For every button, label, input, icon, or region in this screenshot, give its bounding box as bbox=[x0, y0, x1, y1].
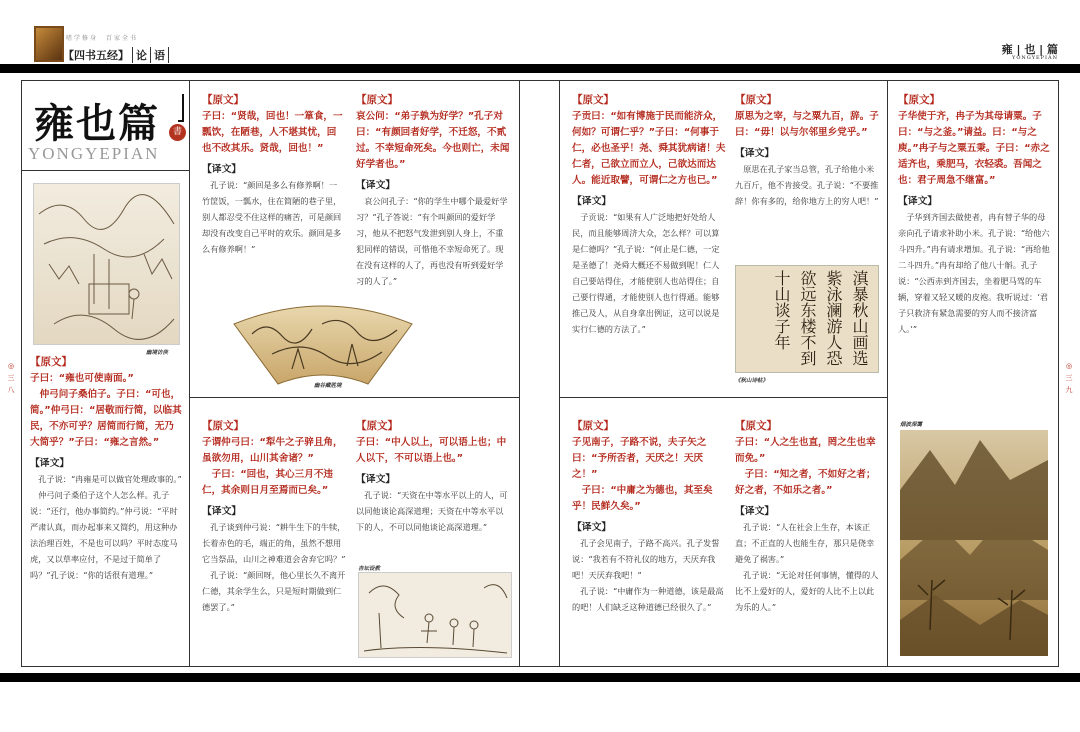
page-number-right: ◎ 三 九 bbox=[1065, 362, 1073, 394]
orig-text: 子华使于齐，冉子为其母请粟。子曰：“与之釜。”请益。曰：“与之庾。”冉子与之粟五秉。子曰：“赤之适齐也，乘肥马，衣轻裘。吾闻之也：君子周急不继富。” bbox=[898, 111, 1050, 186]
header-tagline: 嗜学修身 百家全书 bbox=[66, 35, 139, 42]
trans-label: 【译文】 bbox=[356, 180, 396, 191]
orig-label: 【原文】 bbox=[202, 94, 244, 106]
section-3 bbox=[356, 92, 510, 289]
orig-text: 子曰：“中人以上，可以语上也；中人以下，不可以语上也。” bbox=[356, 437, 507, 464]
right-mid-rule bbox=[559, 397, 887, 398]
trans-text: 孔子说：“颜回是多么有修养啊！一竹筐饭，一瓢水，住在简陋的巷子里，别人都忍受不住这样的痛苦，可是颜回却没有改变自己平时的欢乐。颜回是多么有修养啊！” bbox=[202, 180, 342, 254]
caption-mountain: 烟波深霭 bbox=[900, 422, 923, 428]
section-4 bbox=[202, 418, 346, 615]
orig-text: 哀公问：“弟子孰为好学？”孔子对曰：“有颜回者好学，不迁怒，不贰过。不幸短命死矣。今也则亡，未闻好学者也。” bbox=[356, 111, 510, 170]
trans-text: 孔子说：“天资在中等水平以上的人，可以同他谈论高深道理；天资在中等水平以下的人，不可以同他谈论高深道理。” bbox=[356, 490, 508, 532]
trans-text: 哀公问孔子：“你的学生中哪个最爱好学习？”孔子答说：“有个叫颜回的爱好学习，他从不把怒气发泄到别人身上，不重犯同样的错误，可惜他不幸短命死了。现在没有这样的人了，再也没有听到爱好学习的人了。” bbox=[356, 196, 508, 286]
series-label: 【四书五经】 bbox=[60, 47, 133, 63]
header-chapter-title: 雍 | 也 | 篇 bbox=[1001, 43, 1058, 56]
orig-label: 【原文】 bbox=[898, 94, 940, 106]
calligraphy-text: 滇暴秋山画选 紫泳澜游人恐 欲远东楼不到 十山谈子年 bbox=[772, 270, 869, 366]
header-category bbox=[60, 47, 169, 63]
section-7 bbox=[735, 92, 879, 209]
orig-label: 【原文】 bbox=[735, 94, 777, 106]
orig-text: 子曰：“贤哉，回也！一箪食，一瓢饮，在陋巷，人不堪其忧，回也不改其乐。贤哉，回也！” bbox=[202, 111, 343, 154]
book-part-2: 语 bbox=[151, 47, 169, 63]
section-5 bbox=[356, 418, 510, 535]
section-2 bbox=[202, 92, 344, 257]
mountain-painting bbox=[900, 430, 1048, 656]
bottom-rule bbox=[0, 673, 1080, 682]
header-chapter-roman: YONGYEPIAN bbox=[1012, 55, 1058, 61]
top-rule bbox=[0, 64, 1080, 73]
trans-label: 【译文】 bbox=[898, 196, 938, 207]
orig-text: 子曰：“人之生也直，罔之生也幸而免。” 子曰：“知之者，不如好之者；好之者，不如乐之者。” bbox=[735, 437, 876, 496]
trans-label: 【译文】 bbox=[30, 458, 70, 469]
orig-label: 【原文】 bbox=[572, 420, 614, 432]
calligraphy-scroll bbox=[735, 265, 879, 373]
trans-text: 孔子谈到仲弓说：“耕牛生下的牛犊，长着赤色的毛，端正的角，虽然不想用它当祭品，山川之神难道会舍弃它吗？” 孔子说：“颜回呀，他心里长久不离开仁德，其余学生么，只是短时期做到仁德罢了。” bbox=[202, 522, 346, 612]
trans-text: 原思在孔子家当总管，孔子给他小米九百斤，他不肯接受。孔子说：“不要推辞！你有多的，给你地方上的穷人吧！” bbox=[735, 164, 879, 206]
orig-label: 【原文】 bbox=[30, 356, 72, 368]
trans-text: 子贡说：“如果有人广泛地把好处给人民，而且能够周济大众，怎么样？可以算是仁德吗？”孔子说：“何止是仁德，一定是圣德了！尧舜大概还不易做到呢！仁人自己要站得住，才能使别人也站得住；自己要行得通，才能使别人也行得通。能够推己及人，从自身拿出例证，这可以说是实行仁德的方法了。” bbox=[572, 212, 720, 334]
section-9 bbox=[572, 418, 726, 615]
caption-xingtan: 杏坛设教 bbox=[358, 566, 381, 572]
orig-text: 子谓仲弓曰：“犁牛之子骍且角，虽欲勿用，山川其舍诸？” 子曰：“回也，其心三月不违仁，其余则日月至焉而已矣。” bbox=[202, 437, 343, 496]
section-1 bbox=[30, 354, 182, 583]
orig-label: 【原文】 bbox=[735, 420, 777, 432]
divider-4 bbox=[887, 80, 888, 667]
spine-divider-right bbox=[559, 80, 560, 667]
trans-text: 孔子说：“冉雍是可以做官处理政事的。” 仲弓问子桑伯子这个人怎么样。孔子说：“还行，他办事简约。”仲弓说：“平时严肃认真，而办起事来又简约，用这种办法治理百姓，不是也可以吗？平时态度马虎，又以草率应付，不是过于简单了吗？”孔子说：“你的话很有道理。” bbox=[30, 474, 182, 580]
orig-label: 【原文】 bbox=[572, 94, 614, 106]
trans-label: 【译文】 bbox=[735, 148, 775, 159]
orig-label: 【原文】 bbox=[356, 420, 398, 432]
divider-1 bbox=[189, 80, 190, 667]
chapter-title: 雍也篇 bbox=[34, 100, 160, 147]
title-rule bbox=[21, 170, 189, 171]
caption-fan: 幽谷藏胜境 bbox=[314, 383, 342, 389]
trans-label: 【译文】 bbox=[356, 474, 396, 485]
trans-label: 【译文】 bbox=[572, 196, 612, 207]
orig-text: 原思为之宰，与之粟九百，辞。子曰：“毋！以与尔邻里乡党乎。” bbox=[735, 111, 879, 138]
chapter-title-roman: YONGYEPIAN bbox=[28, 144, 160, 163]
section-6 bbox=[572, 92, 726, 337]
page-number-left: ◎ 三 八 bbox=[7, 362, 15, 394]
fan-painting bbox=[232, 294, 414, 386]
trans-label: 【译文】 bbox=[202, 506, 242, 517]
caption-youjing: 幽境访侠 bbox=[146, 350, 169, 356]
trans-text: 子华到齐国去做使者，冉有替子华的母亲向孔子请求补助小米。孔子说：“给他六斗四升。”冉有请求增加。孔子说：“再给他二斗四升。”冉有却给了他八十斛。孔子说：“公西赤到齐国去，坐着肥马驾的车辆，穿着又轻又暖的皮袍。我听说过：‘君子只救济有紧急需要的穷人而不接济富人。’” bbox=[898, 212, 1050, 334]
section-10 bbox=[735, 418, 879, 615]
orig-label: 【原文】 bbox=[202, 420, 244, 432]
youjing-painting bbox=[33, 183, 180, 345]
trans-label: 【译文】 bbox=[735, 506, 775, 517]
caption-calligraphy: 《秋山诗帖》 bbox=[735, 378, 769, 384]
xingtan-painting bbox=[358, 572, 512, 658]
title-seal: 書 bbox=[169, 124, 186, 141]
orig-text: 子贡曰：“如有博施于民而能济众，何如？可谓仁乎？”子曰：“何事于仁，必也圣乎！尧、舜其犹病诸！夫仁者，己欲立而立人，己欲达而达人。能近取譬，可谓仁之方也已。” bbox=[572, 111, 726, 186]
book-part-1: 论 bbox=[133, 47, 151, 63]
trans-label: 【译文】 bbox=[202, 164, 242, 175]
left-mid-rule bbox=[189, 397, 519, 398]
orig-text: 子曰：“雍也可使南面。” 仲弓问子桑伯子。子曰：“可也，简。”仲弓曰：“居敬而行简，以临其民，不亦可乎？居简而行简，无乃大简乎？”子曰：“雍之言然。” bbox=[30, 373, 182, 448]
orig-text: 子见南子，子路不说，夫子矢之曰：“予所否者，天厌之！天厌之！” 子曰：“中庸之为德也，其至矣乎！民鲜久矣。” bbox=[572, 437, 713, 512]
orig-label: 【原文】 bbox=[356, 94, 398, 106]
trans-text: 孔子会见南子，子路不高兴。孔子发誓说：“我若有不符礼仪的地方，天厌弃我吧！天厌弃我吧！” 孔子说：“中庸作为一种道德，该是最高的吧！人们缺乏这种道德已经很久了。” bbox=[572, 538, 724, 612]
trans-text: 孔子说：“人在社会上生存，本该正直；不正直的人也能生存，那只是侥幸避免了祸害。” 孔子说：“无论对任何事情，懂得的人比不上爱好的人，爱好的人比不上以此为乐的人。” bbox=[735, 522, 879, 612]
trans-label: 【译文】 bbox=[572, 522, 612, 533]
section-8 bbox=[898, 92, 1050, 337]
spine-divider-left bbox=[519, 80, 520, 667]
title-bracket bbox=[178, 94, 184, 122]
